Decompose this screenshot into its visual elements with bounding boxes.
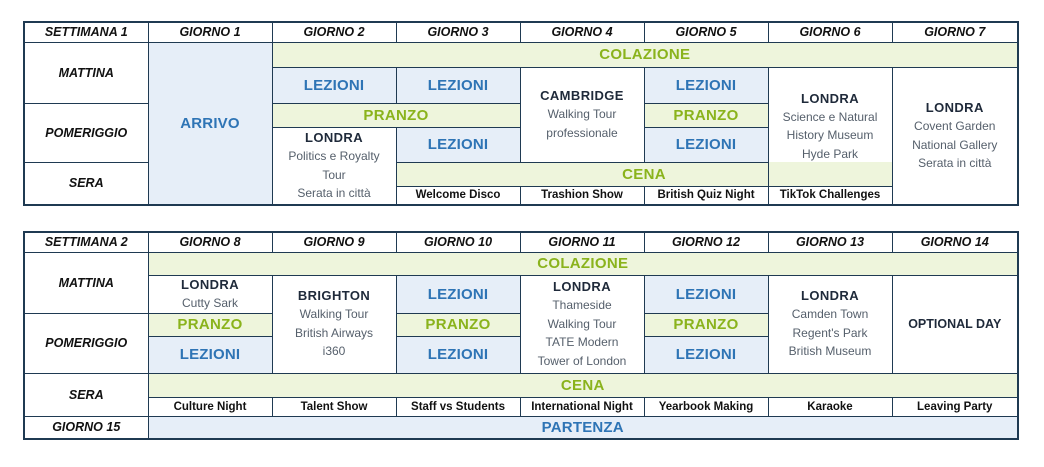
week1-header-day6: GIORNO 6 bbox=[768, 22, 892, 42]
week2-day11-line: Thameside bbox=[552, 298, 612, 312]
week2-day11-line: Walking Tour bbox=[547, 316, 617, 331]
week2-day13-title: LONDRA bbox=[800, 288, 859, 304]
week2-day11-londra bbox=[520, 275, 644, 373]
week1-evening-day5: British Quiz Night bbox=[644, 186, 768, 205]
week2-day9-line: British Airways bbox=[294, 325, 374, 340]
week1-row-pomeriggio: POMERIGGIO bbox=[24, 103, 148, 162]
week2-day12-lezioni-afternoon: LEZIONI bbox=[644, 336, 768, 373]
week2-partenza: PARTENZA bbox=[148, 416, 1018, 439]
week2-header-day13: GIORNO 13 bbox=[768, 232, 892, 252]
week2-header-week: SETTIMANA 2 bbox=[24, 232, 148, 252]
week2-header-day11: GIORNO 11 bbox=[520, 232, 644, 252]
week2-colazione: COLAZIONE bbox=[148, 252, 1018, 275]
week2-evening-day12: Yearbook Making bbox=[644, 397, 768, 416]
week2-day10-lezioni-morning: LEZIONI bbox=[396, 275, 520, 313]
week1-day2-line: Politics e Royalty bbox=[288, 149, 380, 163]
week1-day7-line: Serata in città bbox=[918, 156, 992, 170]
week1-day6-line: Hyde Park bbox=[801, 146, 859, 161]
week2-day9-brighton bbox=[272, 275, 396, 373]
week2-day8-londra bbox=[148, 275, 272, 313]
week2-day12-pranzo: PRANZO bbox=[644, 313, 768, 336]
week1-header-day4: GIORNO 4 bbox=[520, 22, 644, 42]
week1-day7-line: Covent Garden bbox=[914, 119, 996, 133]
week1-day2-londra bbox=[272, 127, 396, 205]
week1-header-day7: GIORNO 7 bbox=[892, 22, 1018, 42]
week1-day5-lezioni-afternoon: LEZIONI bbox=[644, 127, 768, 162]
week2-schedule-table bbox=[23, 231, 1019, 440]
week2-day9-line: i360 bbox=[322, 344, 346, 359]
week2-day8-lezioni: LEZIONI bbox=[148, 336, 272, 373]
week2-day13-londra bbox=[768, 275, 892, 373]
week1-day6-line: Science e Natural bbox=[782, 109, 878, 124]
week2-evening-day8: Culture Night bbox=[148, 397, 272, 416]
week1-day2-lezioni: LEZIONI bbox=[272, 67, 396, 103]
week1-header-week: SETTIMANA 1 bbox=[24, 22, 148, 42]
week2-day10-pranzo: PRANZO bbox=[396, 313, 520, 336]
week1-arrivo: ARRIVO bbox=[148, 42, 272, 205]
week2-day11-line: Tower of London bbox=[537, 353, 627, 368]
week2-day8-pranzo: PRANZO bbox=[148, 313, 272, 336]
week2-row-sera: SERA bbox=[24, 373, 148, 416]
week2-header-day12: GIORNO 12 bbox=[644, 232, 768, 252]
week2-day13-line: Camden Town bbox=[791, 307, 869, 322]
week2-evening-day13: Karaoke bbox=[768, 397, 892, 416]
week2-evening-day11: International Night bbox=[520, 397, 644, 416]
week2-evening-day10: Staff vs Students bbox=[396, 397, 520, 416]
week1-day4-cambridge bbox=[520, 67, 644, 162]
week2-day9-line: Walking Tour bbox=[299, 307, 369, 322]
week1-header-day1: GIORNO 1 bbox=[148, 22, 272, 42]
week2-day11-line: TATE Modern bbox=[545, 335, 619, 349]
week1-day5-pranzo: PRANZO bbox=[644, 103, 768, 127]
week1-day3-lezioni-afternoon: LEZIONI bbox=[396, 127, 520, 162]
week1-day6-line: History Museum bbox=[786, 128, 874, 143]
week1-pranzo-day2-3: PRANZO bbox=[272, 103, 520, 127]
week1-row-mattina: MATTINA bbox=[24, 42, 148, 103]
week1-colazione: COLAZIONE bbox=[272, 42, 1018, 67]
week1-day4-line: Walking Tour bbox=[547, 107, 617, 121]
week1-evening-day4: Trashion Show bbox=[520, 186, 644, 205]
week2-day9-title: BRIGHTON bbox=[297, 288, 371, 304]
week1-day5-lezioni-morning: LEZIONI bbox=[644, 67, 768, 103]
week2-header-day14: GIORNO 14 bbox=[892, 232, 1018, 252]
week2-cena: CENA bbox=[148, 373, 1018, 397]
week1-header-day5: GIORNO 5 bbox=[644, 22, 768, 42]
week2-row-giorno15: GIORNO 15 bbox=[24, 416, 148, 439]
week2-header-day9: GIORNO 9 bbox=[272, 232, 396, 252]
week1-schedule-table bbox=[23, 21, 1019, 206]
week2-day10-lezioni-afternoon: LEZIONI bbox=[396, 336, 520, 373]
week1-header-day3: GIORNO 3 bbox=[396, 22, 520, 42]
week2-row-mattina: MATTINA bbox=[24, 252, 148, 313]
week1-day2-line: Serata in città bbox=[297, 186, 371, 200]
week1-day4-line: professionale bbox=[546, 125, 618, 140]
week1-day3-lezioni-morning: LEZIONI bbox=[396, 67, 520, 103]
week1-day2-title: LONDRA bbox=[304, 130, 363, 145]
week1-day7-title: LONDRA bbox=[925, 100, 984, 115]
week1-day7-line: National Gallery bbox=[912, 137, 998, 152]
week2-row-pomeriggio: POMERIGGIO bbox=[24, 313, 148, 373]
week2-day11-title: LONDRA bbox=[552, 279, 611, 294]
week1-cena: CENA bbox=[396, 162, 892, 186]
week2-evening-day14: Leaving Party bbox=[892, 397, 1018, 416]
week2-day8-line: Cutty Sark bbox=[181, 295, 238, 310]
week1-row-sera: SERA bbox=[24, 162, 148, 205]
week2-header-day10: GIORNO 10 bbox=[396, 232, 520, 252]
week2-day13-line: Regent's Park bbox=[792, 325, 868, 340]
week2-header-day8: GIORNO 8 bbox=[148, 232, 272, 252]
week1-day4-title: CAMBRIDGE bbox=[540, 88, 624, 103]
week1-evening-day6: TikTok Challenges bbox=[768, 186, 892, 205]
week2-day8-title: LONDRA bbox=[180, 276, 239, 292]
week2-day14-optional: OPTIONAL DAY bbox=[892, 275, 1018, 373]
week1-header-day2: GIORNO 2 bbox=[272, 22, 396, 42]
week1-day6-title: LONDRA bbox=[800, 90, 859, 106]
week1-day7-londra bbox=[892, 67, 1018, 205]
week1-evening-day3: Welcome Disco bbox=[396, 186, 520, 205]
week2-day13-line: British Museum bbox=[788, 344, 872, 359]
week2-evening-day9: Talent Show bbox=[272, 397, 396, 416]
week2-day12-lezioni-morning: LEZIONI bbox=[644, 275, 768, 313]
week1-day2-line: Tour bbox=[322, 167, 346, 182]
